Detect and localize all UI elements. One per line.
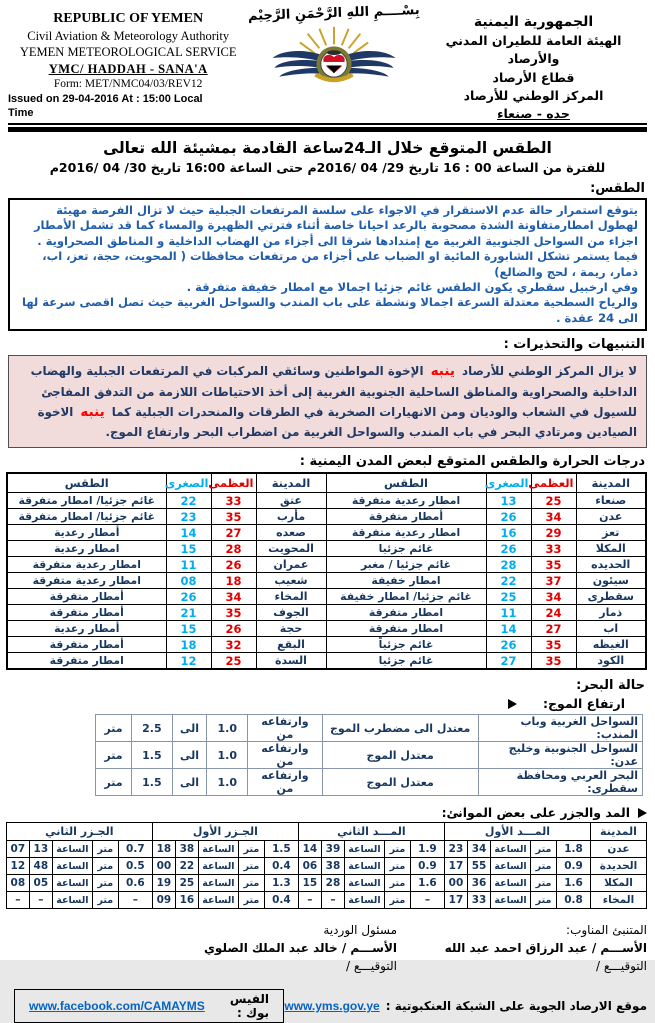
forecaster-signature: التوقيـــع / <box>596 959 647 974</box>
city-name: عمران <box>256 557 326 573</box>
form-number: Form: MET/NMC04/03/REV12 <box>53 77 203 90</box>
min-temp: 15 <box>166 621 211 637</box>
tide-hour: 17 <box>444 858 467 875</box>
wave-height-label: ارتفاع الموج: <box>543 696 625 712</box>
weather-desc: غائم جزئيا <box>326 541 486 557</box>
city-name: صنعاء <box>576 493 646 509</box>
city-name: اب <box>576 621 646 637</box>
city-name: شعيب <box>256 573 326 589</box>
min-temp: 21 <box>166 605 211 621</box>
max-temp: 34 <box>531 589 576 605</box>
sea-row <box>96 769 643 796</box>
tide-height: 1.5 <box>264 841 298 858</box>
city-name: البقع <box>256 637 326 653</box>
max-temp: 29 <box>531 525 576 541</box>
hour-label: الساعة <box>52 858 92 875</box>
bulletin-title: الطقس المتوقع خلال الـ24ساعة القادمة بمشيئة الله تعالى <box>103 138 552 157</box>
wave-height-to: 1.5 <box>132 742 173 769</box>
hour-label: الساعة <box>491 858 531 875</box>
tide-minute: 16 <box>175 892 198 909</box>
warnings-text <box>31 364 637 439</box>
col-header-min: الصغرى <box>486 473 531 493</box>
temp-table-body <box>7 493 646 670</box>
forecast-line: والرياح السطحية معتدلة السرعة اجمالا ونشطة على باب المندب والسواحل الغربية حيث تصل اقصى سرعة لها الى 24 عقدة . <box>22 295 638 325</box>
supervisor-label: مسئول الوردية <box>323 923 397 938</box>
wave-height-from: 1.0 <box>207 769 248 796</box>
shift-supervisor-block <box>167 921 397 975</box>
city-name: الحديده <box>576 557 646 573</box>
tide-row <box>6 875 646 892</box>
wave-rise-label: وارتفاعه من <box>248 742 323 769</box>
forecaster-label: المتنبئ المناوب: <box>566 923 647 938</box>
tide-height: 1.6 <box>410 875 444 892</box>
max-temp: 35 <box>531 557 576 573</box>
tide-hour: – <box>298 892 321 909</box>
issued-on-line: Issued on 29-04-2016 At : 15:00 Local <box>8 92 203 105</box>
city-name: صعده <box>256 525 326 541</box>
min-temp: 22 <box>486 573 531 589</box>
tide-minute: 25 <box>175 875 198 892</box>
wave-height-from: 1.0 <box>207 742 248 769</box>
max-temp: 18 <box>211 573 256 589</box>
city-name: سقطرى <box>576 589 646 605</box>
hour-label: الساعة <box>198 892 238 909</box>
tide-height: 0.8 <box>557 892 591 909</box>
min-temp: 11 <box>486 605 531 621</box>
sea-area: السواحل الجنوبية وخليج عدن: <box>478 742 642 769</box>
wave-rise-label: وارتفاعه من <box>248 715 323 742</box>
max-temp: 25 <box>531 493 576 509</box>
facebook-label: الفيس بوك : <box>229 992 269 1021</box>
temp-row <box>7 637 646 653</box>
max-temp: 33 <box>211 493 256 509</box>
wave-to-label: الى <box>172 769 207 796</box>
max-temp: 35 <box>531 637 576 653</box>
issued-time-clipped: Time <box>8 107 34 120</box>
port-name: عدن <box>591 841 647 858</box>
hour-label: الساعة <box>344 841 384 858</box>
weather-desc: أمطار رعدية <box>7 621 166 637</box>
min-temp: 26 <box>486 637 531 653</box>
sea-state-table <box>95 714 643 796</box>
temp-row <box>7 557 646 573</box>
weather-desc: امطار رعدية متفرقة <box>326 493 486 509</box>
tides-table <box>6 822 647 909</box>
tide-hour: 07 <box>6 841 29 858</box>
arrow-bullet-icon <box>508 699 517 709</box>
tide-group-header: الجـزر الثاني <box>6 823 152 841</box>
city-name: الغيظه <box>576 637 646 653</box>
republic-name-ar: الجمهورية اليمنية <box>473 14 594 30</box>
tides-header-row <box>6 823 646 841</box>
facebook-box <box>14 989 284 1023</box>
tide-height: 1.6 <box>557 875 591 892</box>
meter-unit: متر <box>238 875 264 892</box>
min-temp: 14 <box>486 621 531 637</box>
sea-area: البحر العربي ومحافظة سقطرى: <box>478 769 642 796</box>
weather-desc: امطار خفيفة <box>326 573 486 589</box>
tide-row <box>6 892 646 909</box>
wave-to-label: الى <box>172 715 207 742</box>
camay-emblem <box>270 21 398 101</box>
tides-line <box>8 805 647 820</box>
tide-hour: 23 <box>444 841 467 858</box>
tide-hour: 00 <box>152 858 175 875</box>
city-name: المكلا <box>576 541 646 557</box>
tide-minute: 39 <box>321 841 344 858</box>
weather-desc: امطار رعدية متفرقة <box>326 525 486 541</box>
tide-row <box>6 841 646 858</box>
tide-group-header: المـــد الأول <box>444 823 590 841</box>
warning-text-segment: الإخوة المواطنين وسائقي المركبات في المرتفعات الجبلية والهضاب الداخلية والصحراوية والمناطق الساحلية الجنوبية الغربية إلى أخذ الاحتياطات اللازمة من التدفق المفاجئ للسيول في الشعاب والوديان ومن الانهيارات الصخرية في الطرقات والمنحدرات الجبلية كما <box>30 364 637 419</box>
supervisor-signature: التوقيـــع / <box>346 959 397 974</box>
emblem-plane <box>327 50 341 55</box>
min-temp: 25 <box>486 589 531 605</box>
min-temp: 15 <box>166 541 211 557</box>
tide-minute: 22 <box>175 858 198 875</box>
meter-unit: متر <box>96 742 132 769</box>
temp-table-heading: درجات الحرارة والطقس المتوقع لبعض المدن اليمنية : <box>299 454 645 470</box>
weather-desc: غائم جزئيا/ امطار متفرقة <box>7 509 166 525</box>
weather-section-label: الطقس: <box>590 180 645 196</box>
city-name: المخاء <box>256 589 326 605</box>
tide-minute: 13 <box>29 841 52 858</box>
weather-desc: امطار متفرقة <box>326 605 486 621</box>
weather-desc: امطار رعدية متفرقة <box>7 573 166 589</box>
temp-row <box>7 621 646 637</box>
meter-unit: متر <box>384 892 410 909</box>
city-name: مأرب <box>256 509 326 525</box>
meter-unit: متر <box>92 841 118 858</box>
meter-unit: متر <box>238 892 264 909</box>
weather-desc: غائم جزئيا / مغبر <box>326 557 486 573</box>
col-header-max: العظمى <box>211 473 256 493</box>
tide-hour: 17 <box>444 892 467 909</box>
min-temp: 14 <box>166 525 211 541</box>
letterhead-arabic <box>420 4 647 123</box>
website-link[interactable]: www.yms.gov.ye <box>284 999 380 1014</box>
max-temp: 35 <box>211 509 256 525</box>
tide-hour: – <box>6 892 29 909</box>
tide-minute: 05 <box>29 875 52 892</box>
meter-unit: متر <box>531 841 557 858</box>
tide-height: – <box>118 892 152 909</box>
warning-alert-word: ينبه <box>80 403 105 420</box>
forecast-line: يتوقع استمرار حالة عدم الاستقرار في الاجواء على سلسة المرتفعات الجبلية حيث لا تزال الفرصة مهيئة لهطول امطارمتفاوتة الشدة مصحوبة بالرعد احيانا خاصة أثناء فترتي الظهيرة والمساء كما قد تشمل الأمطار اجزاء من السواحل الجنوبية الغربية مع إمتدادها شرقا الى أجزاء من الهضاب الداخلية و المناطق الصحراوية . <box>33 202 638 248</box>
weather-desc: أمطار متفرقة <box>326 509 486 525</box>
sea-table-body <box>96 715 643 796</box>
meter-unit: متر <box>531 858 557 875</box>
min-temp: 18 <box>166 637 211 653</box>
tide-minute: 38 <box>175 841 198 858</box>
tide-minute: 34 <box>468 841 491 858</box>
tide-hour: 08 <box>6 875 29 892</box>
hour-label: الساعة <box>344 875 384 892</box>
republic-name-en: REPUBLIC OF YEMEN <box>53 11 204 26</box>
hour-label: الساعة <box>344 858 384 875</box>
max-temp: 27 <box>531 621 576 637</box>
meter-unit: متر <box>531 875 557 892</box>
port-name: المخاء <box>591 892 647 909</box>
tide-minute: 55 <box>468 858 491 875</box>
min-temp: 13 <box>486 493 531 509</box>
sea-row <box>96 742 643 769</box>
city-name: الجوف <box>256 605 326 621</box>
tide-height: 0.4 <box>264 858 298 875</box>
bismillah-calligraphy: بِسْــــمِ اللهِ الرَّحْمَنِ الرَّحِيْم <box>248 3 421 24</box>
supervisor-name: الأســـم / خالد عبد الملك الصلوي <box>203 941 397 956</box>
weather-desc: أمطار متفرقة <box>7 589 166 605</box>
hour-label: الساعة <box>198 841 238 858</box>
hour-label: الساعة <box>344 892 384 909</box>
temp-row <box>7 653 646 670</box>
wave-rise-label: وارتفاعه من <box>248 769 323 796</box>
max-temp: 26 <box>211 557 256 573</box>
hour-label: الساعة <box>491 892 531 909</box>
tide-minute: 28 <box>321 875 344 892</box>
temp-row <box>7 573 646 589</box>
website-group <box>284 999 647 1013</box>
tide-hour: 06 <box>298 858 321 875</box>
temp-row <box>7 493 646 509</box>
forecast-line: فيما يستمر تشكل الشابورة المائية او الضباب على أجزاء من مرتفعات محافظات ( المحويت، حجة، تعز، اب، ذمار، ريمة ، لحج والضالع) <box>42 249 638 279</box>
min-temp: 16 <box>486 525 531 541</box>
meter-unit: متر <box>238 858 264 875</box>
authority-name-ar: الهيئة العامة للطيران المدني والأرصاد <box>445 33 622 67</box>
forecaster-name: الأســـم / عبد الرزاق احمد عبد الله <box>444 941 647 956</box>
city-name: سيئون <box>576 573 646 589</box>
header-rule-thin <box>8 123 647 125</box>
meter-unit: متر <box>384 858 410 875</box>
temp-row <box>7 589 646 605</box>
warnings-section-label: التنبيهات والتحذيرات : <box>503 337 645 353</box>
min-temp: 27 <box>486 653 531 670</box>
weather-desc: أمطار متفرقة <box>7 605 166 621</box>
tide-height: 1.9 <box>410 841 444 858</box>
tide-minute: 48 <box>29 858 52 875</box>
meter-unit: متر <box>384 841 410 858</box>
min-temp: 22 <box>166 493 211 509</box>
warnings-box <box>8 355 647 448</box>
min-temp: 08 <box>166 573 211 589</box>
tide-minute: – <box>29 892 52 909</box>
col-header-max: العظمى <box>531 473 576 493</box>
city-name: حجة <box>256 621 326 637</box>
location-ar: حده - صنعاء <box>497 105 570 121</box>
weather-forecast-box <box>8 198 647 331</box>
max-temp: 35 <box>211 605 256 621</box>
sea-state-desc: معتدل الى مضطرب الموج <box>322 715 478 742</box>
service-name-en: YEMEN METEOROLOGICAL SERVICE <box>19 45 237 60</box>
tide-minute: 38 <box>321 858 344 875</box>
center-name-ar: المركز الوطني للأرصاد <box>463 87 604 103</box>
tides-city-header: المدينة <box>591 823 647 841</box>
tide-hour: 14 <box>298 841 321 858</box>
weather-desc: امطار متفرقة <box>7 653 166 670</box>
temp-row <box>7 605 646 621</box>
web-links-bar <box>8 989 647 1023</box>
letterhead-english <box>8 4 248 120</box>
weather-desc: غائم جزئيا/ امطار متفرقة <box>7 493 166 509</box>
forecast-line: وفي ارخبيل سقطري يكون الطقس غائم جزئيا اجمالا مع امطار خفيفة متفرقة . <box>186 279 638 294</box>
weather-desc: غائم جزئيا/ امطار خفيفة <box>326 589 486 605</box>
temp-row <box>7 509 646 525</box>
meter-unit: متر <box>384 875 410 892</box>
min-temp: 26 <box>486 509 531 525</box>
max-temp: 32 <box>211 637 256 653</box>
hour-label: الساعة <box>52 892 92 909</box>
temperature-table <box>6 472 647 670</box>
sector-name-ar: قطاع الأرصاد <box>492 69 575 85</box>
max-temp: 34 <box>211 589 256 605</box>
hour-label: الساعة <box>491 841 531 858</box>
tide-height: 0.5 <box>118 858 152 875</box>
tide-minute: – <box>321 892 344 909</box>
forecaster-block <box>397 921 647 975</box>
max-temp: 37 <box>531 573 576 589</box>
city-name: الكود <box>576 653 646 670</box>
tide-height: 0.6 <box>118 875 152 892</box>
weather-desc: امطار رعدية متفرقة <box>7 557 166 573</box>
warning-text-segment: الاخوة الصيادين ومرتادي البحر في باب المندب والسواحل الغربية من اضطراب البحر وارتفاع الموج. <box>37 404 637 440</box>
meter-unit: متر <box>92 858 118 875</box>
min-temp: 11 <box>166 557 211 573</box>
max-temp: 24 <box>531 605 576 621</box>
sea-state-label: حالة البحر: <box>576 678 645 694</box>
city-name: السدة <box>256 653 326 670</box>
sea-row <box>96 715 643 742</box>
city-name: عدن <box>576 509 646 525</box>
city-name: المحويت <box>256 541 326 557</box>
max-temp: 25 <box>211 653 256 670</box>
facebook-link[interactable]: www.facebook.com/CAMAYMS <box>29 999 205 1014</box>
tide-group-header: الجـزر الأول <box>152 823 298 841</box>
tide-height: – <box>410 892 444 909</box>
weather-desc: غائم جزئياً <box>326 637 486 653</box>
hour-label: الساعة <box>52 841 92 858</box>
col-header-city: المدينة <box>576 473 646 493</box>
weather-desc: أمطار متفرقة <box>7 637 166 653</box>
tide-height: 0.4 <box>264 892 298 909</box>
tide-minute: 36 <box>468 875 491 892</box>
wave-to-label: الى <box>172 742 207 769</box>
tide-height: 1.3 <box>264 875 298 892</box>
tide-height: 0.9 <box>410 858 444 875</box>
wave-height-to: 2.5 <box>132 715 173 742</box>
tide-hour: 19 <box>152 875 175 892</box>
port-name: المكلا <box>591 875 647 892</box>
meter-unit: متر <box>96 769 132 796</box>
hour-label: الساعة <box>52 875 92 892</box>
city-name: عتق <box>256 493 326 509</box>
tide-hour: 15 <box>298 875 321 892</box>
office-location-en: YMC/ HADDAH - SANA'A <box>48 61 208 76</box>
header-rule-thick <box>8 127 647 132</box>
website-label: موقع الارصاد الجوية على الشبكة العنكبوتية : <box>385 999 647 1014</box>
weather-desc: امطار متفرقة <box>326 621 486 637</box>
meter-unit: متر <box>92 892 118 909</box>
arrow-bullet-icon <box>638 808 647 818</box>
warning-text-segment: لا يزال المركز الوطني للأرصاد <box>457 364 637 379</box>
col-header-weather: الطقس <box>7 473 166 493</box>
signatures <box>8 921 647 975</box>
hour-label: الساعة <box>198 858 238 875</box>
meter-unit: متر <box>96 715 132 742</box>
authority-name-en: Civil Aviation & Meteorology Authority <box>27 29 230 44</box>
meter-unit: متر <box>92 875 118 892</box>
tide-height: 0.9 <box>557 858 591 875</box>
tide-row <box>6 858 646 875</box>
max-temp: 28 <box>211 541 256 557</box>
temp-header-row <box>7 473 646 493</box>
sea-area: السواحل الغربية وباب المندب: <box>478 715 642 742</box>
tide-hour: 00 <box>444 875 467 892</box>
tides-table-body <box>6 841 646 909</box>
tide-minute: 33 <box>468 892 491 909</box>
letterhead <box>8 4 647 123</box>
max-temp: 27 <box>211 525 256 541</box>
col-header-weather: الطقس <box>326 473 486 493</box>
city-name: ذمار <box>576 605 646 621</box>
temp-row <box>7 541 646 557</box>
col-header-city: المدينة <box>256 473 326 493</box>
max-temp: 34 <box>531 509 576 525</box>
wave-height-to: 1.5 <box>132 769 173 796</box>
col-header-min: الصغرى <box>166 473 211 493</box>
forecast-period: للفترة من الساعة 00 : 16 تاريخ 29/ 04 /2016م حتى الساعة 16:00 تاريخ 30/ 04 /2016م <box>49 159 606 175</box>
tide-hour: 09 <box>152 892 175 909</box>
temp-row <box>7 525 646 541</box>
wave-height-from: 1.0 <box>207 715 248 742</box>
tide-height: 1.8 <box>557 841 591 858</box>
max-temp: 35 <box>531 653 576 670</box>
weather-desc: امطار رعدية <box>7 541 166 557</box>
hour-label: الساعة <box>198 875 238 892</box>
meter-unit: متر <box>531 892 557 909</box>
min-temp: 12 <box>166 653 211 670</box>
max-temp: 26 <box>211 621 256 637</box>
city-name: تعز <box>576 525 646 541</box>
port-name: الحديدة <box>591 858 647 875</box>
max-temp: 33 <box>531 541 576 557</box>
weather-desc: أمطار رعدية <box>7 525 166 541</box>
tides-label: المد والجزر على بعض الموانئ: <box>441 805 630 821</box>
min-temp: 28 <box>486 557 531 573</box>
min-temp: 26 <box>486 541 531 557</box>
tide-group-header: المـــد الثاني <box>298 823 444 841</box>
tide-height: 0.7 <box>118 841 152 858</box>
hour-label: الساعة <box>491 875 531 892</box>
min-temp: 26 <box>166 589 211 605</box>
sea-state-desc: معتدل الموج <box>322 742 478 769</box>
wave-height-line <box>8 696 647 711</box>
weather-desc: غائم جزئيا <box>326 653 486 670</box>
meter-unit: متر <box>238 841 264 858</box>
sea-state-desc: معتدل الموج <box>322 769 478 796</box>
logo-block <box>248 4 420 105</box>
warning-alert-word: ينبه <box>430 363 455 380</box>
tide-hour: 12 <box>6 858 29 875</box>
tide-hour: 18 <box>152 841 175 858</box>
min-temp: 23 <box>166 509 211 525</box>
